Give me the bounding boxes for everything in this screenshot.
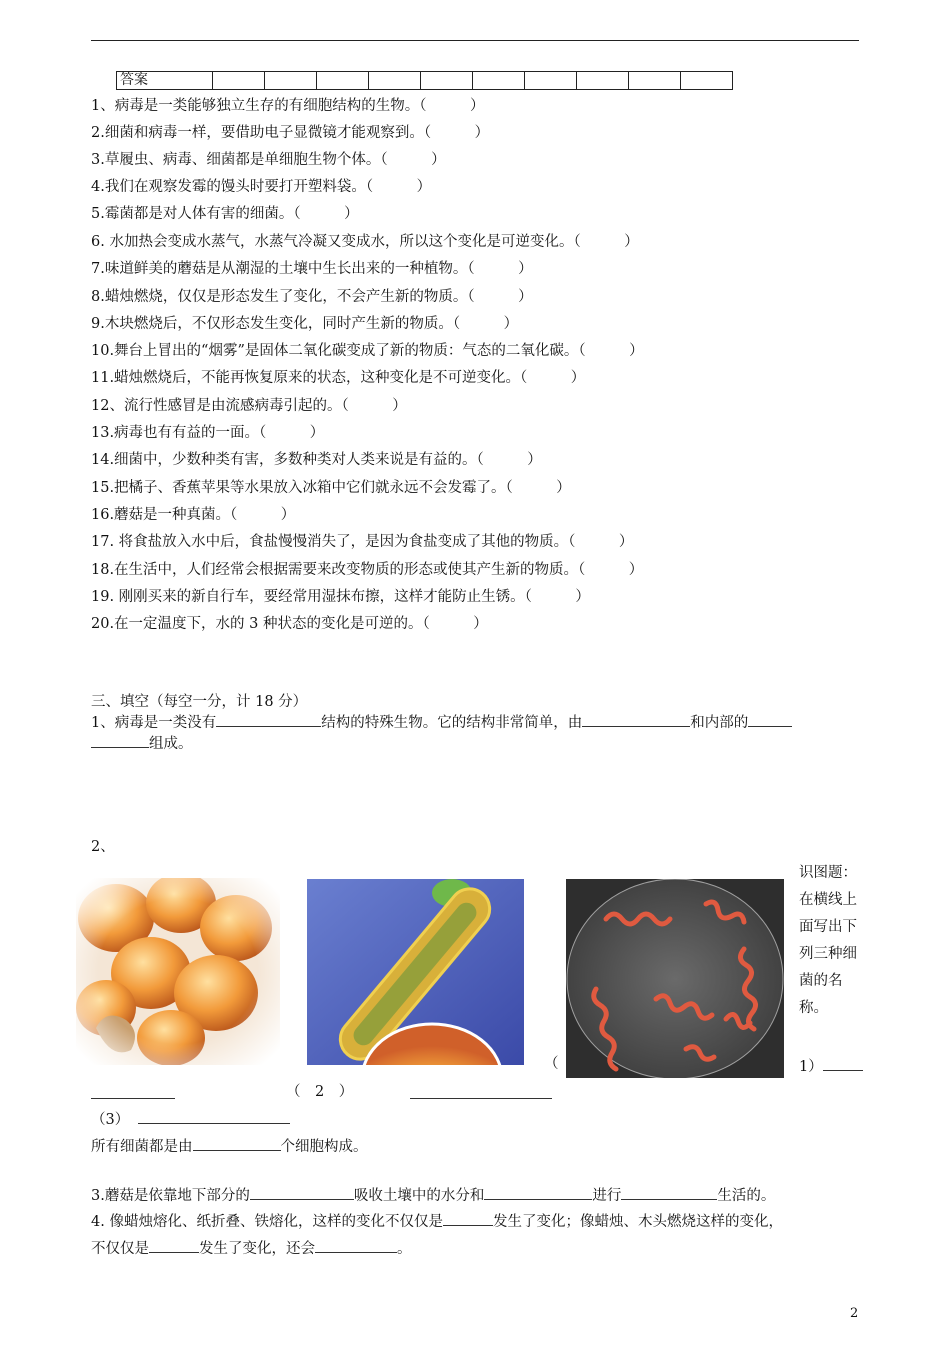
fill-q1-text-b: 结构的特殊生物。它的结构非常简单，由	[321, 715, 583, 731]
fill-blank[interactable]	[410, 1084, 552, 1099]
fill-blank[interactable]	[582, 712, 690, 727]
fill-question-1	[91, 712, 792, 733]
fill-question-2-blank-2	[410, 1084, 552, 1105]
question-15: 15.把橘子、香蕉苹果等水果放入冰箱中它们就永远不会发霉了。（ ）	[91, 480, 571, 496]
fill-q1-text-a: 1、病毒是一类没有	[91, 715, 217, 731]
num-3-label: （3）	[91, 1112, 130, 1128]
fill-blank[interactable]	[91, 1084, 175, 1099]
question-17: 17. 将食盐放入水中后，食盐慢慢消失了，是因为食盐变成了其他的物质。（ ）	[91, 534, 634, 550]
fill-blank[interactable]	[138, 1109, 290, 1124]
answer-cell[interactable]	[213, 72, 265, 90]
section-3-title: 三、填空（每空一分，计 18 分）	[91, 694, 308, 710]
fill-blank[interactable]	[193, 1136, 281, 1151]
cocci-bacteria-image	[76, 878, 280, 1065]
fill-blank[interactable]	[823, 1056, 863, 1071]
header-rule	[91, 40, 859, 41]
answer-cell[interactable]	[473, 72, 525, 90]
answer-cell[interactable]	[265, 72, 317, 90]
fill-blank[interactable]	[748, 712, 792, 727]
fill-question-2-num-3	[91, 1109, 290, 1130]
q4-text-b: 发生了变化；像蜡烛、木头燃烧这样的变化，	[492, 1214, 783, 1230]
question-18: 18.在生活中，人们经常会根据需要来改变物质的形态或使其产生新的物质。（ ）	[91, 562, 644, 578]
question-12: 12、流行性感冒是由流感病毒引起的。（ ）	[91, 398, 407, 414]
all-text-a: 所有细菌都是由	[91, 1139, 193, 1155]
fill-question-2-label: 2、	[91, 839, 115, 855]
question-1: 1、病毒是一类能够独立生存的有细胞结构的生物。（ ）	[91, 98, 485, 114]
answer-table	[116, 71, 733, 90]
answer-cell[interactable]	[577, 72, 629, 90]
fill-question-2-side-text: 识图题：在横线上面写出下列三种细菌的名称。	[799, 865, 857, 1016]
fill-question-1-cont	[91, 733, 193, 754]
question-13: 13.病毒也有有益的一面。（ ）	[91, 425, 325, 441]
fill-q1-text-d: 组成。	[149, 736, 193, 752]
answer-cell[interactable]	[681, 72, 733, 90]
answer-cell[interactable]	[369, 72, 421, 90]
fill-blank[interactable]	[315, 1238, 397, 1253]
q3-text-b: 吸收土壤中的水分和	[353, 1188, 485, 1204]
q3-text-c: 进行	[592, 1188, 622, 1204]
question-3: 3.草履虫、病毒、细菌都是单细胞生物个体。（ ）	[91, 152, 446, 168]
question-8: 8.蜡烛燃烧，仅仅是形态发生了变化，不会产生新的物质。（ ）	[91, 289, 533, 305]
fill-question-2-paren: （	[544, 1056, 559, 1072]
fill-question-2-all	[91, 1136, 368, 1157]
fill-blank[interactable]	[149, 1238, 199, 1253]
answer-label: 答案	[117, 72, 213, 90]
fill-blank[interactable]	[621, 1185, 717, 1200]
spirillum-bacteria-image	[566, 879, 784, 1078]
q3-text-d: 生活的。	[717, 1188, 776, 1204]
question-5: 5.霉菌都是对人体有害的细菌。（ ）	[91, 206, 359, 222]
question-9: 9.木块燃烧后，不仅形态发生变化，同时产生新的物质。（ ）	[91, 316, 519, 332]
fill-blank[interactable]	[484, 1185, 592, 1200]
question-11: 11.蜡烛燃烧后，不能再恢复原来的状态，这种变化是不可逆变化。（ ）	[91, 370, 586, 386]
q4-text-c: 不仅仅是	[91, 1241, 149, 1257]
q4-text-e: 。	[397, 1241, 412, 1257]
fill-question-4-cont	[91, 1238, 412, 1259]
fill-question-2-num-1	[799, 1056, 863, 1077]
answer-cell[interactable]	[525, 72, 577, 90]
fill-q1-text-c: 和内部的	[690, 715, 749, 731]
num-1-label: 1）	[799, 1059, 823, 1075]
all-text-b: 个细胞构成。	[280, 1139, 368, 1155]
question-14: 14.细菌中，少数种类有害，多数种类对人类来说是有益的。（ ）	[91, 452, 542, 468]
fill-question-4	[91, 1211, 783, 1232]
fill-question-3	[91, 1185, 775, 1206]
fill-blank[interactable]	[216, 712, 321, 727]
question-7: 7.味道鲜美的蘑菇是从潮湿的土壤中生长出来的一种植物。（ ）	[91, 261, 533, 277]
question-19: 19. 刚刚买来的新自行车，要经常用湿抹布擦，这样才能防止生锈。（ ）	[91, 589, 590, 605]
fill-blank[interactable]	[250, 1185, 354, 1200]
q4-text-a: 4. 像蜡烛熔化、纸折叠、铁熔化，这样的变化不仅仅是	[91, 1214, 443, 1230]
question-20: 20.在一定温度下，水的 3 种状态的变化是可逆的。（ ）	[91, 616, 488, 632]
question-2: 2.细菌和病毒一样，要借助电子显微镜才能观察到。（ ）	[91, 125, 490, 141]
q4-text-d: 发生了变化，还会	[199, 1241, 315, 1257]
answer-cell[interactable]	[317, 72, 369, 90]
fill-blank[interactable]	[91, 733, 149, 748]
fill-question-2-num-2: （ 2 ）	[286, 1084, 354, 1100]
q3-text-a: 3.蘑菇是依靠地下部分的	[91, 1188, 250, 1204]
question-6: 6. 水加热会变成水蒸气，水蒸气冷凝又变成水，所以这个变化是可逆变化。（ ）	[91, 234, 639, 250]
page-number: 2	[850, 1306, 859, 1321]
bacillus-bacteria-image	[307, 879, 524, 1065]
fill-blank[interactable]	[443, 1211, 493, 1226]
fill-question-2-row-2	[91, 1084, 175, 1105]
question-16: 16.蘑菇是一种真菌。（ ）	[91, 507, 296, 523]
answer-cell[interactable]	[421, 72, 473, 90]
question-10: 10.舞台上冒出的“烟雾”是固体二氧化碳变成了新的物质：气态的二氧化碳。（ ）	[91, 343, 644, 359]
question-4: 4.我们在观察发霉的馒头时要打开塑料袋。（ ）	[91, 179, 432, 195]
answer-cell[interactable]	[629, 72, 681, 90]
